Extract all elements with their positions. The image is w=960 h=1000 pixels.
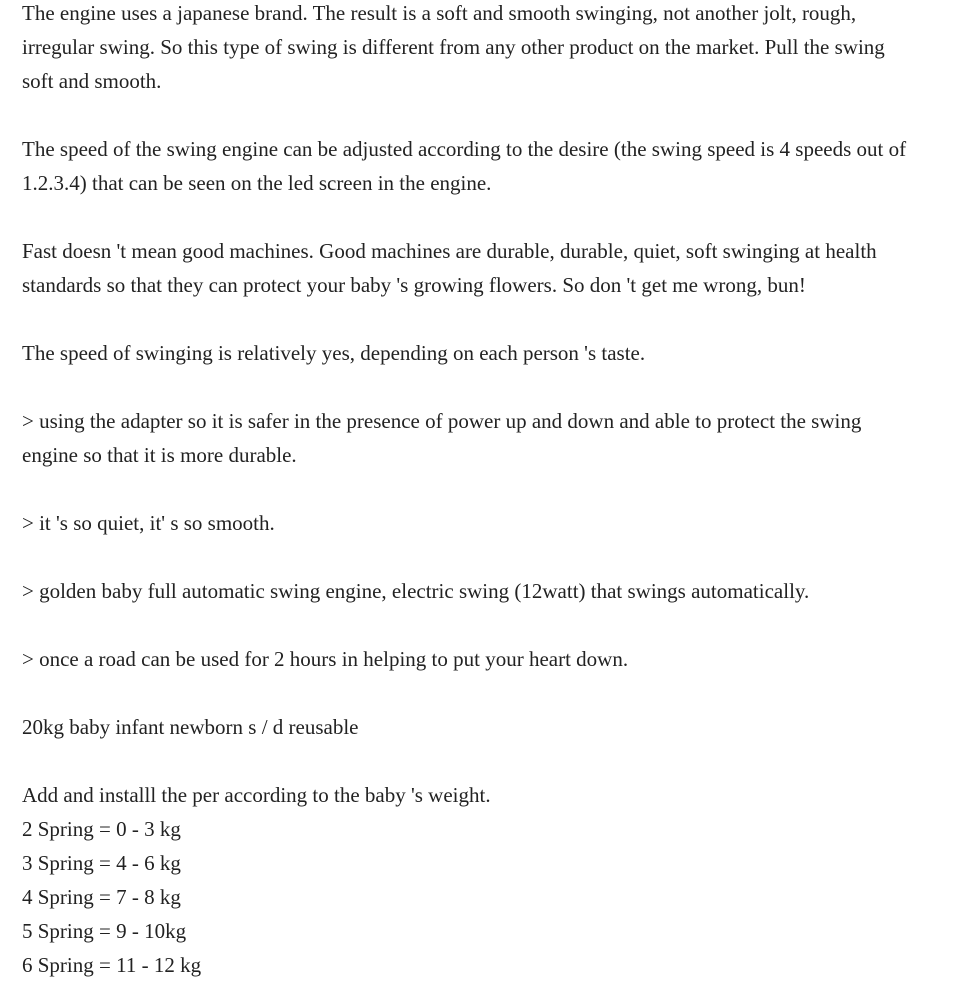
product-description [22,0,912,982]
paragraph-speed-taste: The speed of swinging is relatively yes, depending on each person 's taste. [22,341,646,365]
spring-line: 2 Spring = 0 - 3 kg [22,817,181,841]
paragraph-usage-time: > once a road can be used for 2 hours in helping to put your heart down. [22,647,629,671]
paragraph-automatic: > golden baby full automatic swing engine, electric swing (12watt) that swings automatically. [22,579,810,603]
paragraph-good-machines: Fast doesn 't mean good machines. Good machines are durable, durable, quiet, soft swinging at health standards so that they can protect your baby 's growing flowers. So don 't get me wrong, bun! [22,239,877,297]
paragraph-quiet: > it 's so quiet, it' s so smooth. [22,511,275,535]
spring-line: 5 Spring = 9 - 10kg [22,919,187,943]
spring-line: 4 Spring = 7 - 8 kg [22,885,181,909]
spring-intro: Add and installl the per according to the baby 's weight. [22,783,491,807]
paragraph-adapter: > using the adapter so it is safer in the presence of power up and down and able to protect the swing engine so that it is more durable. [22,409,862,467]
paragraph-engine-brand: The engine uses a japanese brand. The result is a soft and smooth swinging, not another jolt, rough, irregular swing. So this type of swing is different from any other product on the market. Pull the swing soft and smooth. [22,1,885,93]
paragraph-speed-adjust: The speed of the swing engine can be adjusted according to the desire (the swing speed is 4 speeds out of 1.2.3.4) that can be seen on the led screen in the engine. [22,137,907,195]
spring-line: 6 Spring = 11 - 12 kg [22,953,202,977]
spring-line: 3 Spring = 4 - 6 kg [22,851,181,875]
spring-weight-list [22,778,912,982]
paragraph-weight-capacity: 20kg baby infant newborn s / d reusable [22,715,359,739]
